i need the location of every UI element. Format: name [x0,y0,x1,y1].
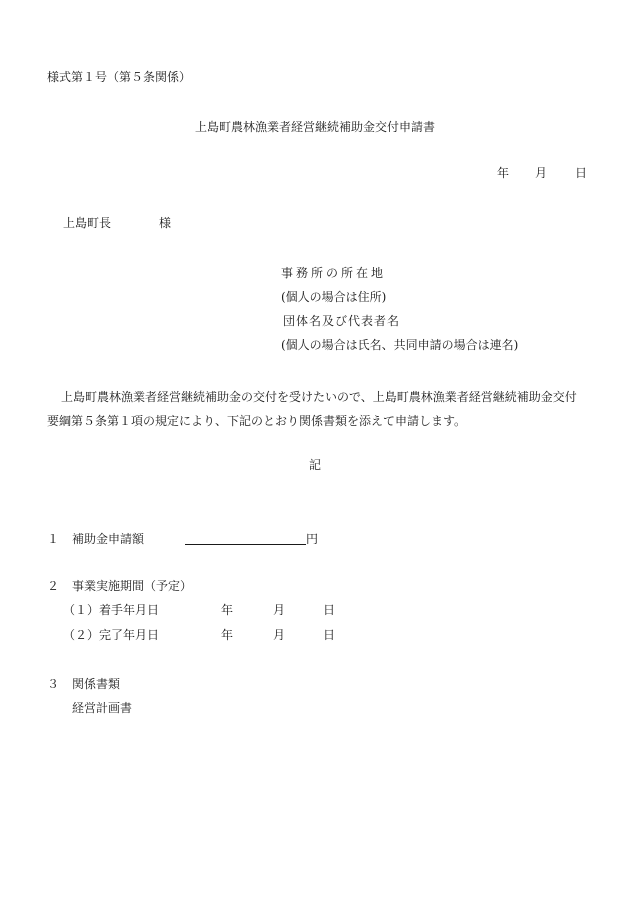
addressee-honorific: 様 [159,216,172,230]
completion-year-label: 年 [221,628,234,642]
ki-heading: 記 [308,458,321,472]
document-title: 上島町農林漁業者経営継続補助金交付申請書 [194,120,435,134]
amount-unit: 円 [306,532,319,546]
start-date-row [63,603,335,617]
date-month-label: 月 [535,166,548,180]
start-day-label: 日 [323,603,336,617]
applicant-address-label: 事務所の所在地 [281,266,387,280]
item2-label: 事業実施期間（予定） [72,579,193,593]
item2-number: ２ [47,579,60,593]
applicant-name-note: (個人の場合は氏名、共同申請の場合は連名) [281,338,519,352]
start-year-label: 年 [221,603,234,617]
application-body-text: 上島町農林漁業者経営継続補助金の交付を受けたいので、上島町農林漁業者経営継続補助金交付要綱第５条第１項の規定により、下記のとおり関係書類を添えて申請します。 [47,390,577,428]
item-related-documents [47,677,120,691]
item-project-period [47,579,192,593]
start-date-label: （１）着手年月日 [63,603,160,617]
start-month-label: 月 [273,603,286,617]
item1-label: 補助金申請額 [72,532,145,546]
item1-number: １ [47,532,60,546]
applicant-address-note: (個人の場合は住所) [281,290,387,304]
completion-month-label: 月 [273,628,286,642]
addressee [63,216,171,230]
completion-date-row [63,628,335,642]
item3-label: 関係書類 [72,677,121,691]
date-line [497,166,587,180]
addressee-name: 上島町長 [63,216,112,230]
business-plan-doc: 経営計画書 [72,701,133,715]
completion-date-label: （２）完了年月日 [63,628,160,642]
date-year-label: 年 [497,166,510,180]
item3-number: ３ [47,677,60,691]
form-number: 様式第１号（第５条関係） [47,70,192,84]
amount-blank-field[interactable] [185,531,306,545]
completion-day-label: 日 [323,628,336,642]
applicant-name-label: 団体名及び代表者名 [283,314,401,328]
date-day-label: 日 [575,166,588,180]
item-subsidy-amount [47,531,318,546]
